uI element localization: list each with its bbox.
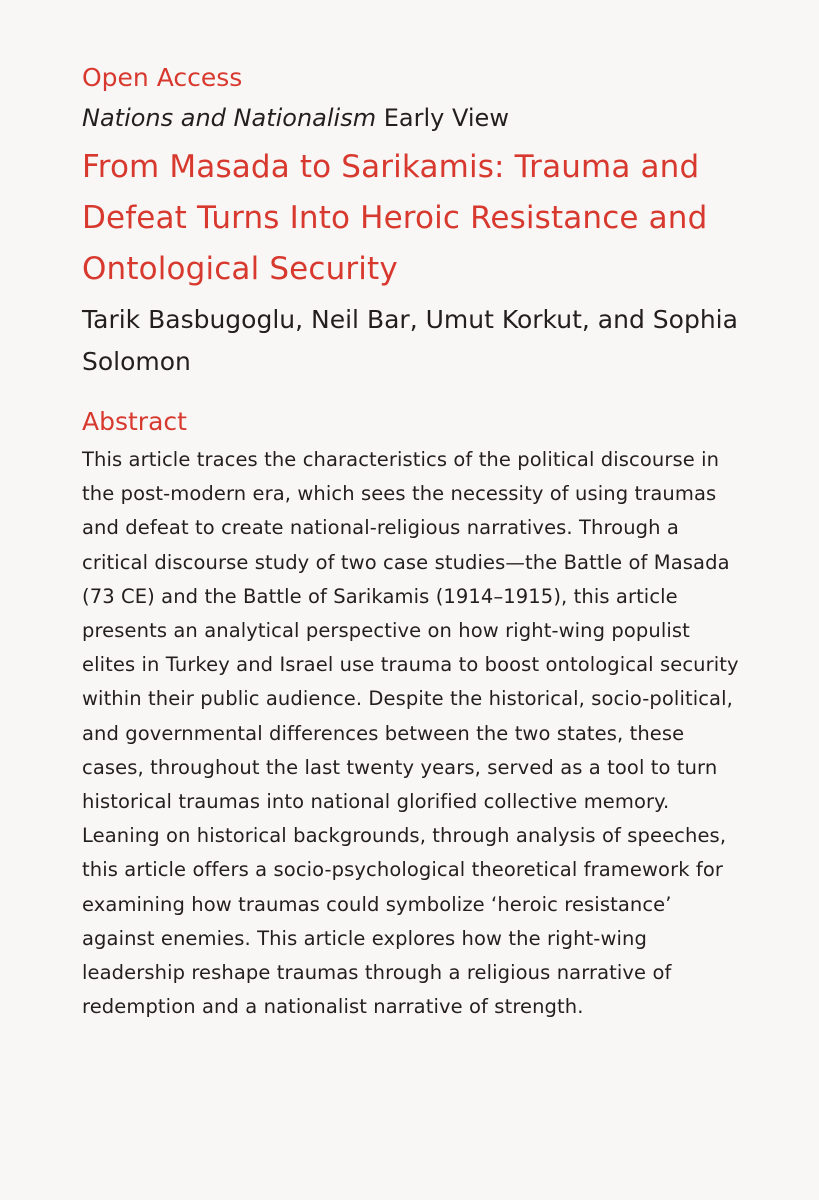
article-title: From Masada to Sarikamis: Trauma and Defeat Turns Into Heroic Resistance and Ontological Security [82,149,708,287]
journal-line [82,98,742,138]
abstract-text: This article traces the characteristics of the political discourse in the post-modern era, which sees the necessity of using traumas and defeat to create national-religious narratives. Through a critical discourse study of two case studies—the Battle of Masada (73 CE) and the Battle of Sarikamis (1914–1915), this article presents an analytical perspective on how right-wing populist elites in Turkey and Israel use trauma to boost ontological security within their public audience. Despite the historical, socio-political, and governmental differences between the two states, these cases, throughout the last twenty years, served as a tool to turn historical traumas into national glorified collective memory. Leaning on historical backgrounds, through analysis of speeches, this article offers a socio-psychological theoretical framework for examining how traumas could symbolize ‘heroic resistance’ against enemies. This article explores how the right-wing leadership reshape traumas through a religious narrative of redemption and a nationalist narrative of strength. [82,448,739,1019]
article-card [82,58,742,1024]
journal-name: Nations and Nationalism [82,104,377,132]
article-authors: Tarik Basbugoglu, Neil Bar, Umut Korkut, and Sophia Solomon [82,305,738,376]
journal-status: Early View [383,104,509,132]
open-access-label: Open Access [82,63,243,92]
abstract-heading: Abstract [82,407,187,436]
